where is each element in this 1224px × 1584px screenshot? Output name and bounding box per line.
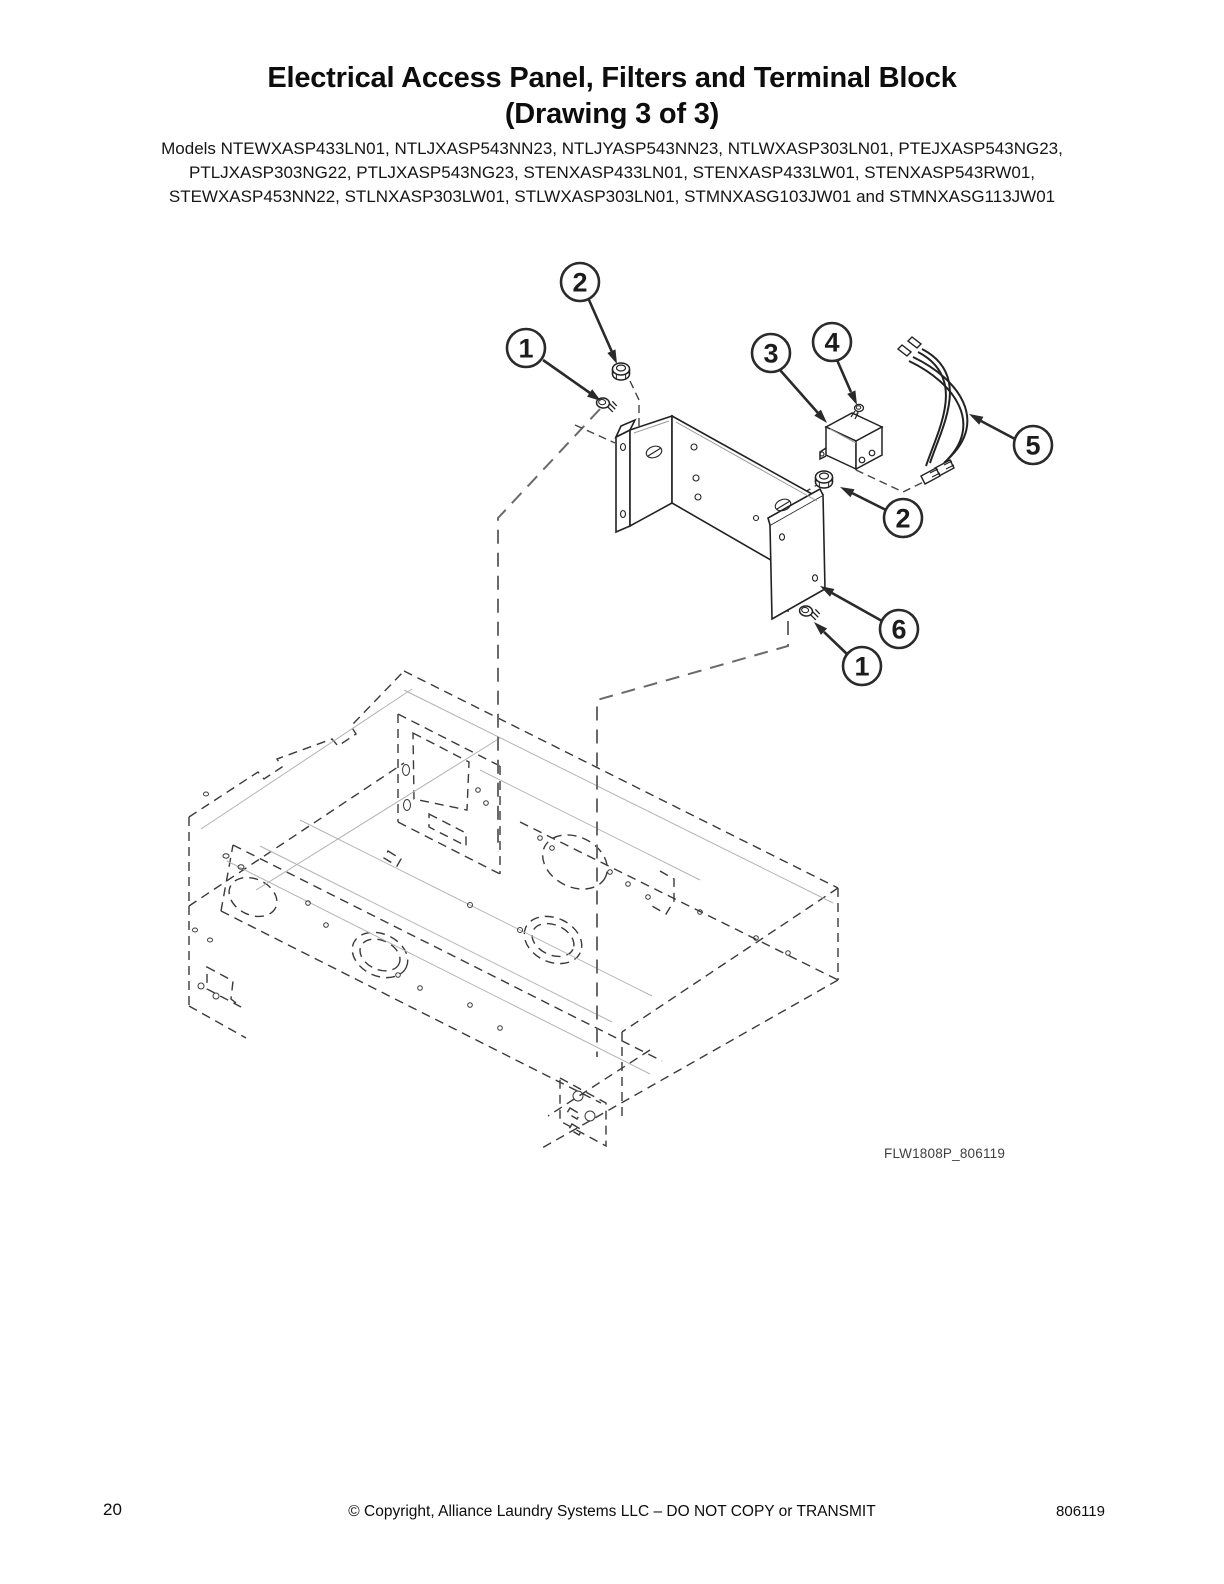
cabinet-small-holes	[193, 765, 791, 1122]
nut-item-2-right	[816, 471, 833, 488]
page-title: Electrical Access Panel, Filters and Terminal Block	[267, 62, 957, 94]
nut-item-2-top	[613, 363, 630, 380]
callout-1-bottom	[814, 622, 881, 685]
callout-5	[969, 414, 1052, 464]
models-list-line: PTLJXASP303NG22, PTLJXASP543NG23, STENXASP433LN01, STENXASP433LW01, STENXASP543RW01,	[188, 163, 1035, 182]
svg-text:4: 4	[824, 327, 840, 358]
svg-text:1: 1	[854, 651, 870, 682]
svg-text:2: 2	[572, 267, 588, 298]
screw-item-1-bottom	[799, 605, 821, 620]
svg-text:1: 1	[518, 333, 534, 364]
svg-text:2: 2	[895, 503, 911, 534]
washer-cabinet-base-outline	[189, 671, 838, 1148]
page-subtitle-drawing-number: (Drawing 3 of 3)	[504, 98, 720, 130]
callout-1-top	[507, 329, 601, 401]
svg-text:3: 3	[763, 338, 779, 369]
models-list-line: STEWXASP453NN22, STLNXASP303LW01, STLWXASP303LN01, STMNXASG103JW01 and STMNXASG113JW01	[168, 187, 1056, 206]
callout-2-right	[840, 487, 922, 537]
figure-code: FLW1808P_806119	[884, 1146, 1006, 1161]
rfi-filter	[820, 413, 882, 469]
cabinet-light-lines	[201, 689, 833, 1074]
document-number: 806119	[1056, 1503, 1105, 1520]
callout-6	[820, 586, 918, 648]
models-list-line: Models NTEWXASP433LN01, NTLJXASP543NN23, NTLJYASP543NN23, NTLWXASP303LN01, PTEJXASP543NG23,	[161, 139, 1063, 158]
svg-text:5: 5	[1025, 430, 1041, 461]
svg-text:6: 6	[891, 614, 907, 645]
copyright-notice: © Copyright, Alliance Laundry Systems LLC – DO NOT COPY or TRANSMIT	[348, 1503, 876, 1520]
callout-4	[813, 323, 857, 405]
callout-2-top	[561, 263, 617, 364]
electrical-access-bracket	[616, 416, 825, 619]
wire-harness	[898, 337, 967, 484]
page-number: 20	[103, 1500, 122, 1519]
